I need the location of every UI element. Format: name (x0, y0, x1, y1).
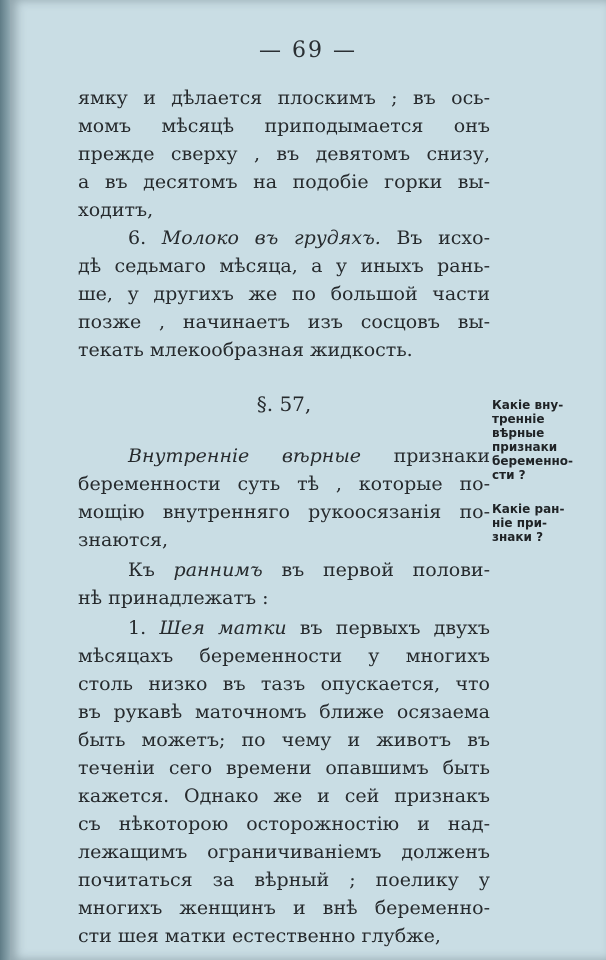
margin-note-line: беременно- (492, 454, 573, 468)
margin-note-line: знаки ? (492, 530, 544, 544)
text-line: мѣсяцахъ беременности у многихъ (78, 645, 490, 667)
text-line: беременности суть тѣ , которые по- (78, 473, 490, 495)
text-line: текать млекообразная жидкость. (78, 339, 413, 361)
text-line: момъ мѣсяцѣ приподымается онъ (78, 115, 490, 137)
text-line: ходитъ, (78, 199, 154, 221)
text-fragment: въ первыхъ двухъ (299, 617, 491, 639)
book-page (10, 0, 606, 960)
margin-note-line: признаки (492, 440, 558, 454)
text-line: лежащимъ ограничиваніемъ долженъ (78, 841, 490, 863)
book-spine-shadow (0, 0, 10, 960)
text-line: ямку и дѣлается плоскимъ ; въ ось- (78, 87, 490, 109)
text-line: ше, у другихъ же по большой части (78, 283, 490, 305)
text-line: столь низко въ тазъ опускается, что (78, 673, 490, 695)
text-line: теченіи сего времени опавшимъ быть (78, 757, 490, 779)
text-line: почитаться за вѣрный ; поелику у (78, 869, 490, 891)
text-line: многихъ женщинъ и внѣ беременно- (78, 897, 490, 919)
text-line: въ рукавѣ маточномъ ближе осязаема (78, 701, 490, 723)
margin-note-line: тренніе (492, 412, 545, 426)
text-fragment: Къ (128, 559, 155, 581)
page-number: — 69 — (259, 38, 357, 63)
text-line: дѣ седьмаго мѣсяца, а у иныхъ рань- (78, 255, 490, 277)
text-line: быть можетъ; по чему и животъ въ (78, 729, 490, 751)
margin-note-line: вѣрные (492, 426, 545, 440)
text-line: позже , начинаетъ изъ сосцовъ вы- (78, 311, 490, 333)
item-1 (78, 614, 490, 950)
item-6-first-line (78, 224, 490, 252)
margin-note-line: Какіе вну- (492, 398, 564, 412)
item-1-first-line (78, 614, 490, 642)
text-line: а въ десятомъ на подобіе горки вы- (78, 171, 490, 193)
text-line: нѣ принадлежатъ : (78, 587, 269, 609)
text-line: прежде сверху , въ девятомъ снизу, (78, 143, 490, 165)
paragraph-2-first-line (78, 442, 490, 470)
margin-note-line: Какіе ран- (492, 502, 565, 516)
item-number: 6. (128, 227, 147, 249)
item-title: Молоко въ грудяхъ. (161, 227, 381, 249)
margin-note-line: сти ? (492, 468, 526, 482)
margin-note-inner-signs (492, 398, 602, 482)
text-line: кажется. Однако же и сей признакъ (78, 785, 490, 807)
margin-note-early-signs (492, 502, 602, 544)
section-heading: §. 57, (256, 392, 312, 416)
text-line: знаются, (78, 529, 169, 551)
text-fragment: въ первой полови- (281, 559, 491, 581)
paragraph-1 (78, 84, 490, 224)
item-6 (78, 224, 490, 364)
paragraph-3-first-line (78, 556, 490, 584)
italic-word: раннимъ (173, 559, 263, 581)
text-line: мощію внутренняго рукоосязанія по- (78, 501, 490, 523)
italic-phrase: Внутренніе вѣрные (128, 445, 362, 467)
text-line: съ нѣкоторою осторожностію и над- (78, 813, 490, 835)
item-number: 1. (128, 617, 147, 639)
main-text (78, 84, 490, 950)
paragraph-3 (78, 556, 490, 612)
item-title: Шея матки (159, 617, 287, 639)
margin-note-line: ніе при- (492, 516, 547, 530)
text-fragment: признаки (393, 445, 490, 467)
paragraph-2 (78, 442, 490, 554)
text-line: сти шея матки естественно глубже, (78, 925, 441, 947)
text-fragment: Въ исхо- (396, 227, 491, 249)
